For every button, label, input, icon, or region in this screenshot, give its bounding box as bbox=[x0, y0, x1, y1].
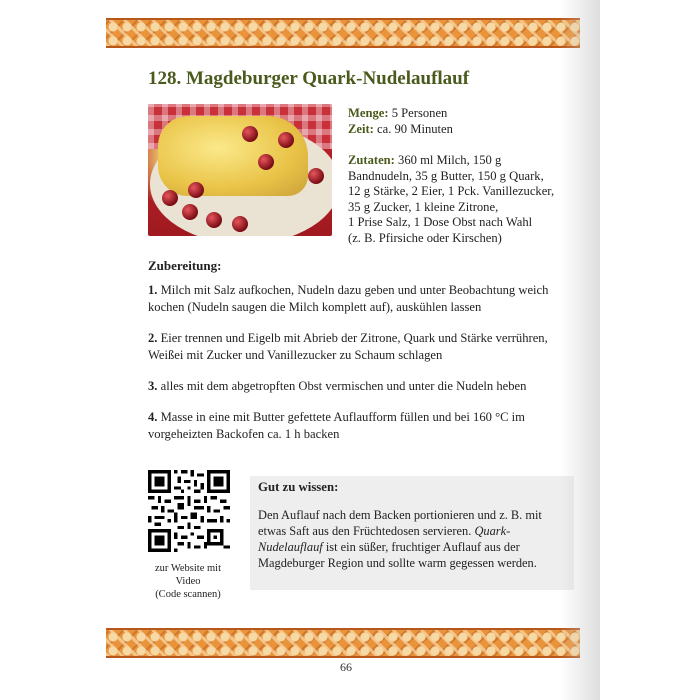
zutaten-line: 35 g Zucker, 1 kleine Zitrone, bbox=[348, 199, 499, 214]
cherry bbox=[182, 204, 198, 220]
zutaten-line: 360 ml Milch, 150 g bbox=[394, 153, 502, 167]
decorative-border-bottom bbox=[106, 628, 580, 658]
step-number: 4. bbox=[148, 410, 158, 424]
food-photo bbox=[148, 104, 332, 236]
zutaten-line: Bandnudeln, 35 g Butter, 150 g Quark, bbox=[348, 168, 544, 183]
zutaten-label: Zutaten: bbox=[348, 153, 395, 167]
decorative-border-top bbox=[106, 18, 580, 48]
info-text bbox=[258, 507, 568, 571]
recipe-title: 128. Magdeburger Quark-Nudelauflauf bbox=[148, 68, 470, 89]
zutaten-line: (z. B. Pfirsiche oder Kirschen) bbox=[348, 230, 502, 245]
info-text-italic: Quark-Nudelauflauf bbox=[258, 524, 511, 554]
qr-caption-line: (Code scannen) bbox=[155, 589, 221, 600]
info-text-part: ist ein süßer, fruchtiger Auflauf aus der Magdeburger Region und sollte warm gegessen werden. bbox=[258, 540, 537, 570]
preparation-steps bbox=[148, 282, 578, 457]
menge-row bbox=[348, 106, 574, 122]
step-item bbox=[148, 409, 578, 443]
step-number: 1. bbox=[148, 283, 158, 297]
zeit-value: ca. 90 Minuten bbox=[373, 121, 453, 136]
step-number: 3. bbox=[148, 379, 158, 393]
qr-caption bbox=[136, 562, 240, 601]
cherry bbox=[206, 212, 222, 228]
page-number: 66 bbox=[340, 660, 352, 674]
zutaten-line: 12 g Stärke, 2 Eier, 1 Pck. Vanillezucker, bbox=[348, 184, 555, 198]
step-item bbox=[148, 378, 578, 395]
cherry bbox=[258, 154, 274, 170]
cherry bbox=[188, 182, 204, 198]
cherry bbox=[162, 190, 178, 206]
qr-caption-line: Video bbox=[175, 576, 201, 587]
casserole-portion bbox=[158, 116, 308, 196]
step-item bbox=[148, 282, 578, 316]
recipe-meta bbox=[348, 106, 574, 246]
qr-caption-line: zur Website mit bbox=[154, 563, 222, 574]
step-text: Masse in eine mit Butter gefettete Auflaufform füllen und bei 160 °C im vorgeheizten Backofen ca. 1 h backen bbox=[148, 410, 525, 441]
cherry bbox=[278, 132, 294, 148]
info-title: Gut zu wissen: bbox=[258, 480, 339, 494]
info-text-part: Den Auflauf nach dem Backen portionieren und z. B. mit etwas Saft aus den Früchtedosen servieren. bbox=[258, 508, 542, 538]
preparation-heading: Zubereitung: bbox=[148, 258, 222, 273]
cherry bbox=[308, 168, 324, 184]
step-item bbox=[148, 330, 578, 364]
cherry bbox=[232, 216, 248, 232]
zeit-label: Zeit: bbox=[348, 121, 374, 136]
zutaten-block bbox=[348, 153, 574, 169]
step-text: Milch mit Salz aufkochen, Nudeln dazu geben und unter Beobachtung weich kochen (Nudeln saugen die Milch komplett auf), auskühlen lassen bbox=[148, 283, 549, 314]
menge-value: 5 Personen bbox=[388, 106, 448, 120]
zutaten-line: 1 Prise Salz, 1 Dose Obst nach Wahl bbox=[348, 215, 533, 229]
cherry bbox=[242, 126, 258, 142]
step-number: 2. bbox=[148, 331, 158, 345]
step-text: Eier trennen und Eigelb mit Abrieb der Zitrone, Quark und Stärke verrühren, Weißei mit Zucker und Vanillezucker zu Schaum schlagen bbox=[148, 331, 548, 362]
qr-code-icon[interactable] bbox=[148, 470, 230, 552]
menge-label: Menge: bbox=[348, 106, 389, 120]
step-text: alles mit dem abgetropften Obst vermischen und unter die Nudeln heben bbox=[157, 379, 527, 393]
zeit-row bbox=[348, 122, 574, 138]
